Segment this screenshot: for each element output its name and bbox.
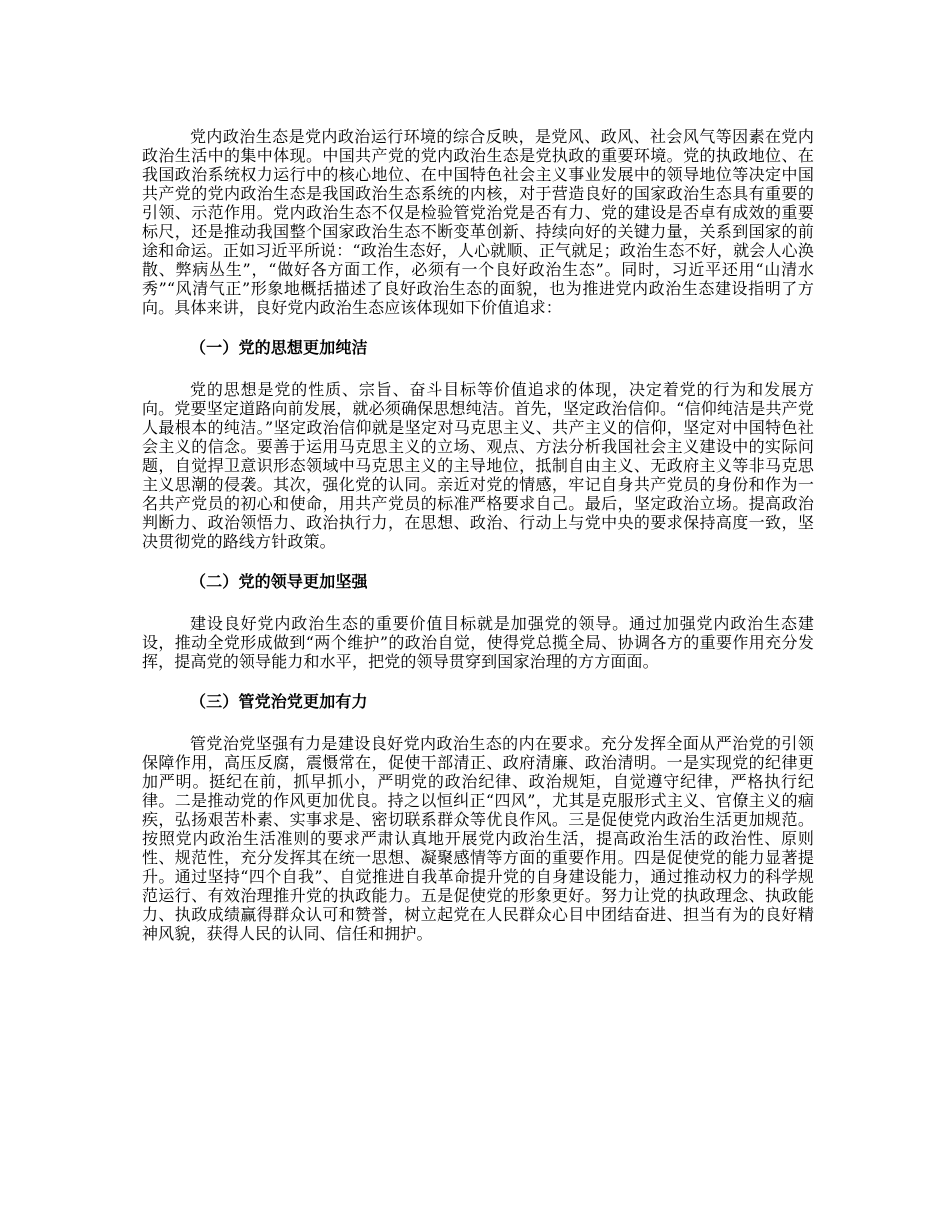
section-body-3: 管党治党坚强有力是建设良好党内政治生态的内在要求。充分发挥全面从严治党的引领保障作用，高压反腐，震慑常在，促使干部清正、政府清廉、政治清明。一是实现党的纪律更加严明。挺纪在前，抓早抓小，严明党的政治纪律、政治规矩，自觉遵守纪律，严格执行纪律。二是推动党的作风更加优良。持之以恒纠正“四风”，尤其是克服形式主义、官僚主义的痼疾，弘扬艰苦朴素、实事求是、密切联系群众等优良作风。三是促使党内政治生活更加规范。按照党内政治生活准则的要求严肃认真地开展党内政治生活，提高政治生活的政治性、原则性、规范性，充分发挥其在统一思想、凝聚感情等方面的重要作用。四是促使党的能力显著提升。通过坚持“四个自我”、自觉推进自我革命提升党的自身建设能力，通过推动权力的科学规范运行、有效治理推升党的执政能力。五是促使党的形象更好。努力让党的执政理念、执政能力、执政成绩赢得群众认可和赞誉，树立起党在人民群众心目中团结奋进、担当有为的良好精神风貌，获得人民的认同、信任和拥护。: [142, 734, 814, 943]
section-heading-1: （一）党的思想更加纯洁: [190, 338, 368, 357]
section-heading-2: （二）党的领导更加坚强: [190, 572, 368, 591]
intro-paragraph: 党内政治生态是党内政治运行环境的综合反映，是党风、政风、社会风气等因素在党内政治生活中的集中体现。中国共产党的党内政治生态是党执政的重要环境。党的执政地位、在我国政治系统权力运行中的核心地位、在中国特色社会主义事业发展中的领导地位等决定中国共产党的党内政治生态是我国政治生态系统的内核，对于营造良好的国家政治生态具有重要的引领、示范作用。党内政治生态不仅是检验管党治党是否有力、党的建设是否卓有成效的重要标尺，还是推动我国整个国家政治生态不断变革创新、持续向好的关键力量，关系到国家的前途和命运。正如习近平所说：“政治生态好，人心就顺、正气就足；政治生态不好，就会人心涣散、弊病丛生”，“做好各方面工作，必须有一个良好政治生态”。同时，习近平还用“山清水秀”“风清气正”形象地概括描述了良好政治生态的面貌，也为推进党内政治生态建设指明了方向。具体来讲，良好党内政治生态应该体现如下价值追求：: [142, 127, 814, 317]
spacer: [142, 711, 814, 734]
section-body-2: 建设良好党内政治生态的重要价值目标就是加强党的领导。通过加强党内政治生态建设，推动全党形成做到“两个维护”的政治自觉，使得党总揽全局、协调各方的重要作用充分发挥，提高党的领导能力和水平，把党的领导贯穿到国家治理的方方面面。: [142, 614, 814, 671]
spacer: [142, 551, 814, 572]
spacer: [142, 671, 814, 692]
spacer: [142, 317, 814, 338]
spacer: [142, 591, 814, 614]
spacer: [142, 357, 814, 380]
section-heading-3: （三）管党治党更加有力: [190, 692, 368, 711]
document-page: [142, 127, 814, 943]
section-body-1: 党的思想是党的性质、宗旨、奋斗目标等价值追求的体现，决定着党的行为和发展方向。党要坚定道路向前发展，就必须确保思想纯洁。首先，坚定政治信仰。“信仰纯洁是共产党人最根本的纯洁。”坚定政治信仰就是坚定对马克思主义、共产主义的信仰，坚定对中国特色社会主义的信念。要善于运用马克思主义的立场、观点、方法分析我国社会主义建设中的实际问题，自觉捍卫意识形态领域中马克思主义的主导地位，抵制自由主义、无政府主义等非马克思主义思潮的侵袭。其次，强化党的认同。亲近对党的情感，牢记自身共产党员的身份和作为一名共产党员的初心和使命，用共产党员的标准严格要求自己。最后，坚定政治立场。提高政治判断力、政治领悟力、政治执行力，在思想、政治、行动上与党中央的要求保持高度一致，坚决贯彻党的路线方针政策。: [142, 380, 814, 551]
